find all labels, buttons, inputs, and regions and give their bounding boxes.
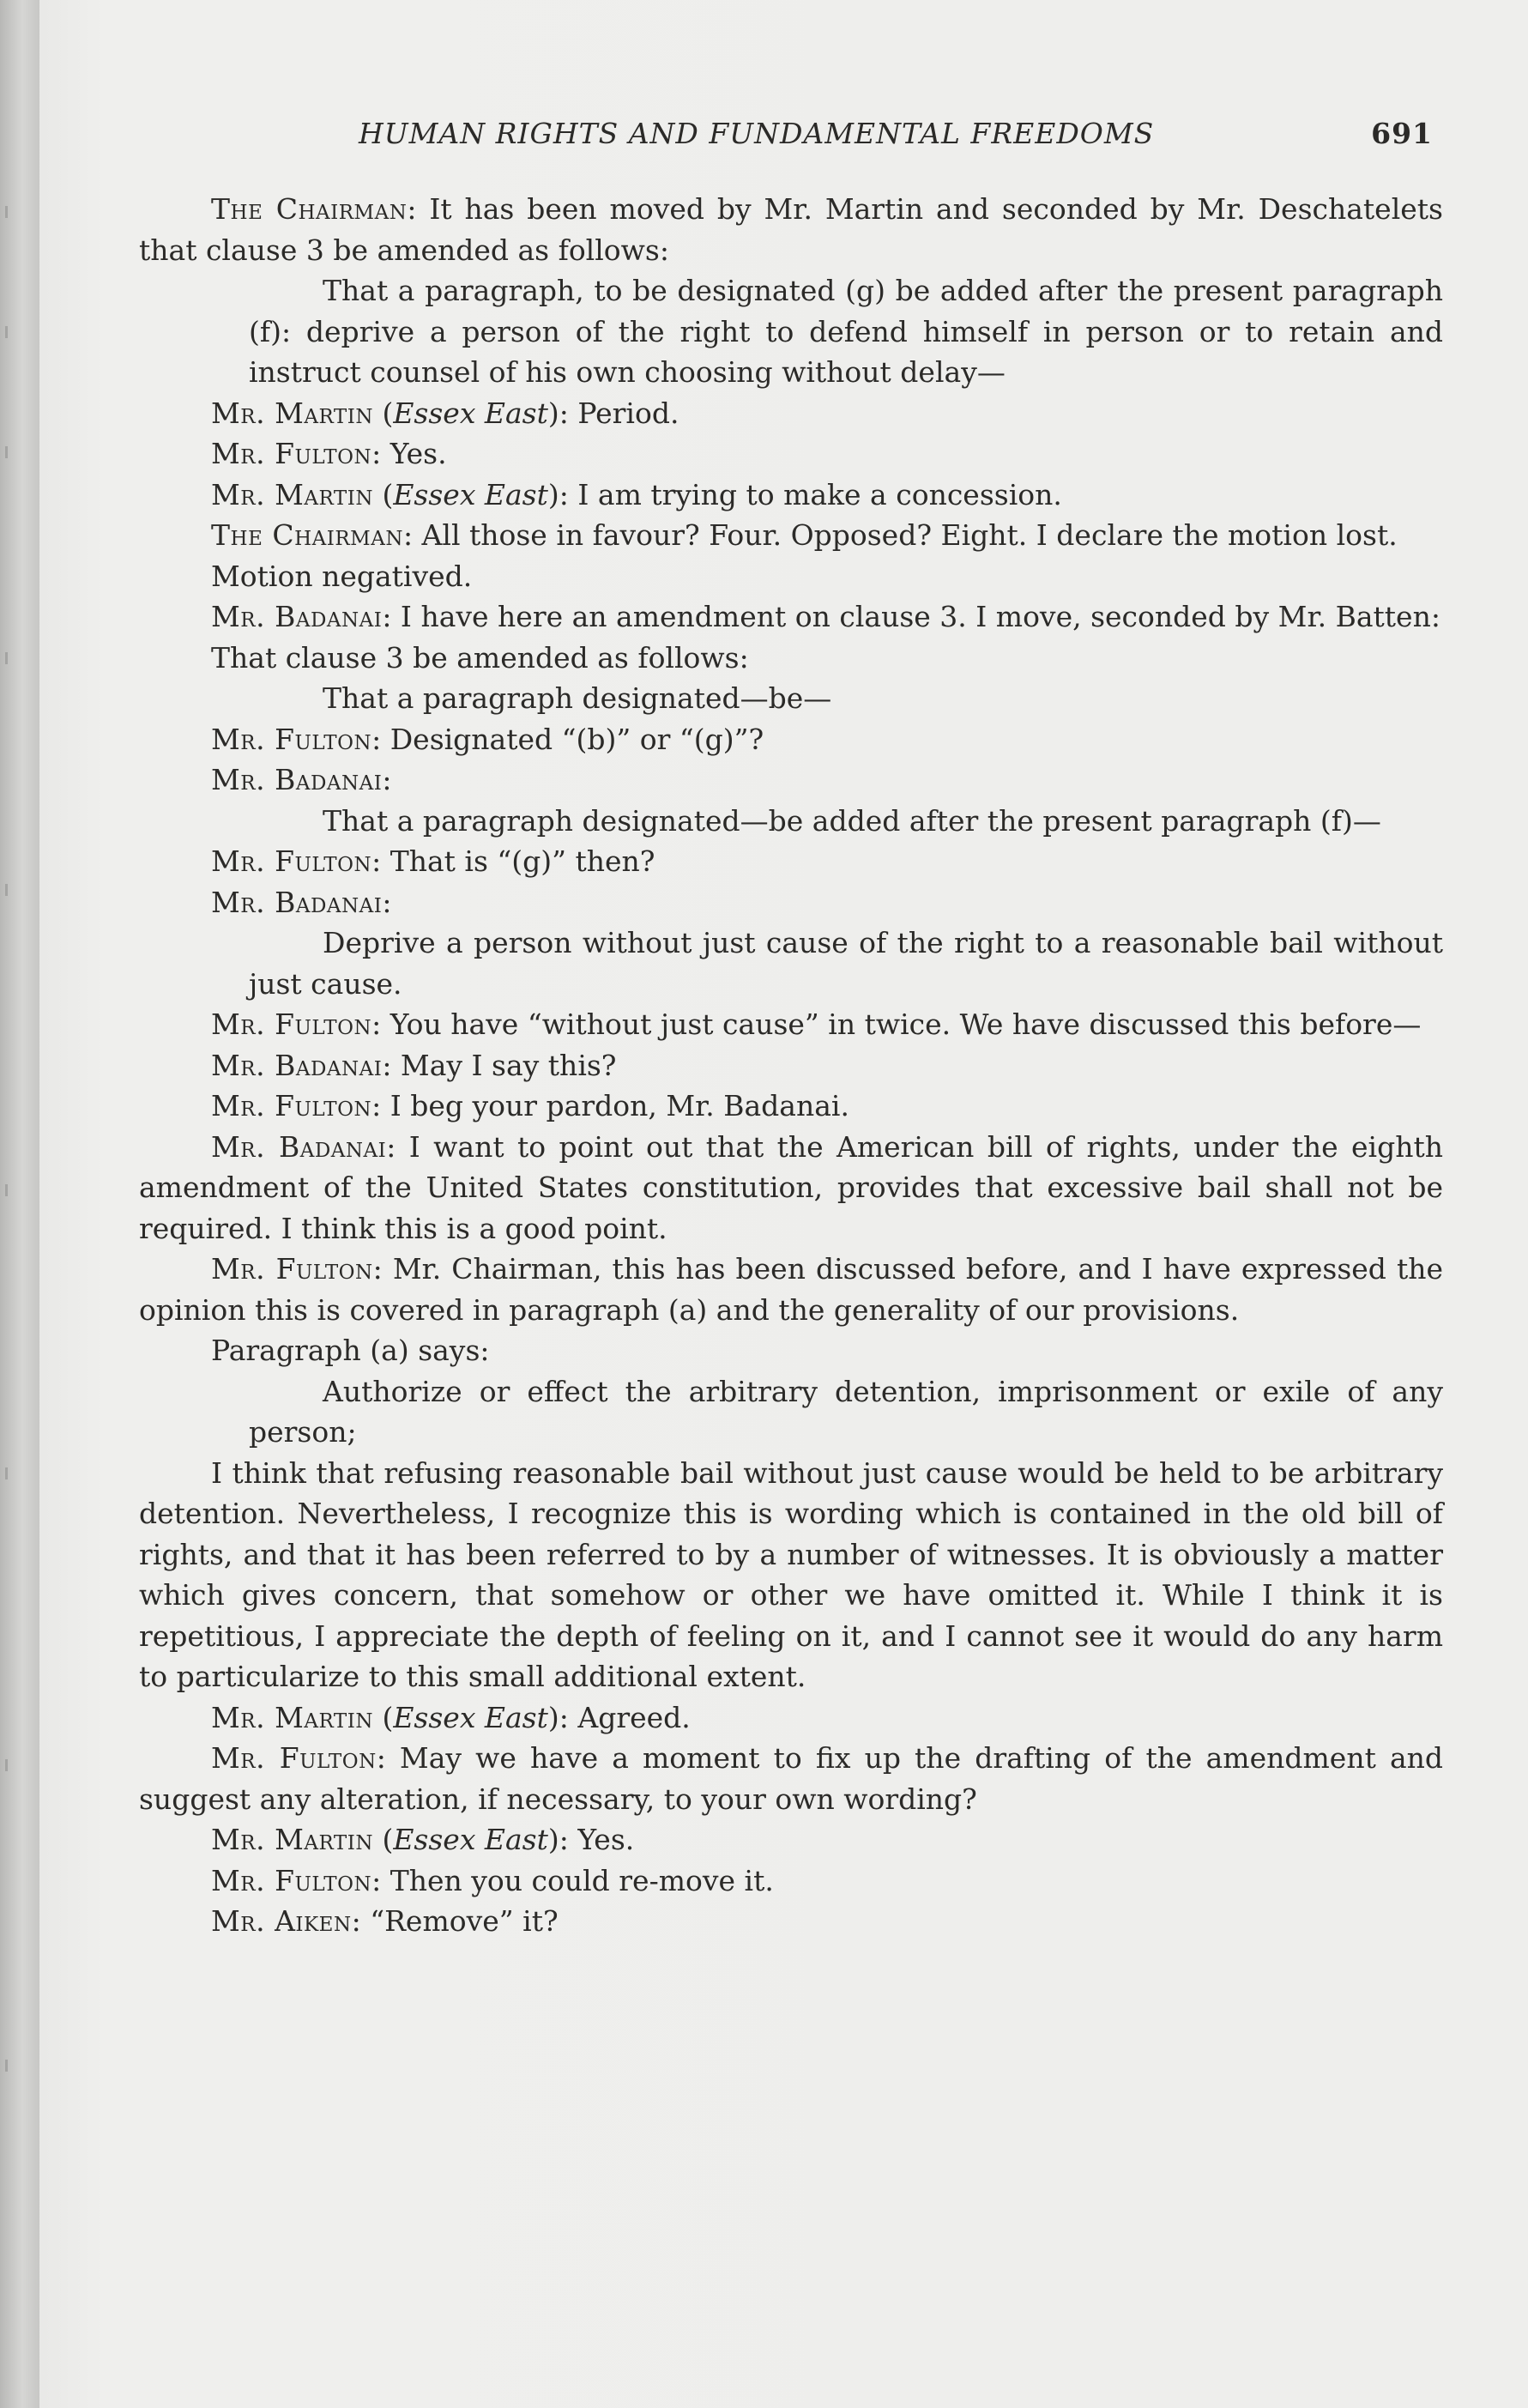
running-title: HUMAN RIGHTS AND FUNDAMENTAL FREEDOMS [359, 117, 1155, 150]
quoted-text [139, 801, 1443, 842]
speaker-riding: Essex East [393, 1823, 548, 1856]
paragraph [139, 1127, 1443, 1249]
paragraph [139, 1045, 1443, 1086]
page-number: 691 [1371, 117, 1433, 150]
paragraph-text: Motion negatived. [211, 559, 473, 593]
binding-mark [5, 1467, 25, 1479]
speaker-name: Mr. Fulton [211, 844, 372, 878]
book-binding-edge [0, 0, 39, 2408]
paragraph [139, 515, 1443, 556]
paragraph: Mr. Martin (Essex East): Agreed. [211, 1700, 691, 1734]
paragraph [139, 638, 1443, 679]
speaker-name: Mr. Fulton [211, 437, 372, 470]
speaker-name: Mr. Badanai [211, 600, 383, 633]
binding-mark [5, 884, 25, 896]
paragraph [139, 719, 1443, 760]
paragraph [139, 1901, 1443, 1942]
speaker-name: Mr. Badanai [211, 1129, 387, 1164]
paragraph [139, 841, 1443, 882]
speaker-name: Mr. Aiken [211, 1904, 352, 1938]
paragraph [139, 1738, 1443, 1819]
binding-mark [5, 326, 25, 338]
document-body [139, 189, 1443, 2351]
paragraph [139, 1860, 1443, 1902]
paragraph-text: : Mr. Chairman, this has been discussed before, and I have expressed the opinion this is covered in paragraph (a) and the generality of our provisions. [139, 1252, 1444, 1327]
paragraph [139, 596, 1443, 638]
quoted-text [139, 1371, 1443, 1453]
paragraph-text: : May we have a moment to fix up the drafting of the amendment and suggest any alteration, if necessary, to your own wording? [139, 1741, 1443, 1816]
speaker-name: Mr. Martin [211, 396, 373, 430]
speaker-name: Mr. Fulton [211, 1741, 377, 1775]
quoted-text [139, 270, 1443, 393]
speaker-riding: Essex East [393, 1700, 548, 1734]
paragraph-text: : Agreed. [559, 1700, 691, 1734]
paragraph-text: : All those in favour? Four. Opposed? Eight. I declare the motion lost. [402, 518, 1398, 552]
paragraph-text: : Yes. [371, 437, 447, 470]
speaker-riding: Essex East [393, 477, 548, 511]
quoted-text [139, 678, 1443, 719]
paragraph: Mr. Martin (Essex East): Period. [211, 396, 679, 430]
speaker-riding: Essex East [393, 396, 548, 430]
paragraph-text: Authorize or effect the arbitrary detention, imprisonment or exile of any person; [249, 1374, 1443, 1449]
paragraph-text: : I want to point out that the American bill of rights, under the eighth amendment of the United States constitution, provides that excessive bail shall not be required. I think this is a good point. [139, 1129, 1443, 1245]
speaker-name: Mr. Fulton [211, 1007, 372, 1041]
paragraph-text: : Yes. [559, 1823, 635, 1856]
speaker-name: Mr. Martin [211, 477, 373, 511]
paragraph-text: : May I say this? [382, 1048, 617, 1082]
paragraph-text: : “Remove” it? [351, 1904, 559, 1938]
paragraph-text: : Period. [559, 396, 679, 430]
paragraph-text: That a paragraph designated—be— [323, 681, 832, 715]
binding-mark [5, 2060, 25, 2072]
binding-mark [5, 1184, 25, 1196]
speaker-name: Mr. Fulton [211, 1863, 372, 1897]
paragraph [139, 1249, 1443, 1330]
paragraph [139, 759, 1443, 801]
paragraph-text: : That is “(g)” then? [371, 844, 655, 878]
paragraph-text: I think that refusing reasonable bail without just cause would be held to be arbitrary detention. Nevertheless, I recognize this is wording which is contained in the old bill of rights, and that it has been referred to by a number of witnesses. It is obviously a matter which gives concern, that somehow or other we have omitted it. While I think it is repetitious, I appreciate the depth of feeling on it, and I cannot see it would do any harm to particularize to this small additional extent. [139, 1455, 1443, 1693]
paragraph [139, 1004, 1443, 1045]
binding-mark [5, 206, 25, 218]
paragraph: Mr. Martin (Essex East): I am trying to make a concession. [211, 477, 1062, 511]
paragraph-text: Deprive a person without just cause of the right to a reasonable bail without just cause. [249, 926, 1443, 1001]
binding-mark [5, 652, 25, 664]
paragraph-text: : [382, 763, 392, 796]
paragraph [139, 189, 1443, 270]
speaker-name: Mr. Badanai [211, 1048, 383, 1082]
paragraph-text: : It has been moved by Mr. Martin and seconded by Mr. Deschatelets that clause 3 be amended as follows: [139, 192, 1443, 267]
paragraph-text: That a paragraph designated—be added after the present paragraph (f)— [323, 803, 1381, 838]
paragraph-text: : [382, 885, 392, 919]
paragraph [139, 433, 1443, 475]
speaker-name: Mr. Martin [211, 1823, 373, 1856]
binding-mark [5, 1759, 25, 1771]
paragraph-text: : Then you could re-move it. [371, 1863, 774, 1897]
speaker-name: The Chairman [211, 192, 408, 226]
speaker-name: Mr. Badanai [211, 763, 383, 796]
paragraph-text: That clause 3 be amended as follows: [211, 640, 749, 675]
paragraph-text: : I beg your pardon, Mr. Badanai. [371, 1089, 849, 1122]
binding-mark [5, 446, 25, 458]
paragraph [139, 1453, 1443, 1697]
speaker-name: Mr. Fulton [211, 722, 372, 756]
paragraph-text: Paragraph (a) says: [211, 1334, 490, 1367]
quoted-text [139, 923, 1443, 1004]
running-header [359, 117, 1433, 165]
paragraph-text: : I have here an amendment on clause 3. I move, seconded by Mr. Batten: [382, 600, 1440, 633]
speaker-name: Mr. Fulton [211, 1252, 373, 1286]
paragraph-text: : Designated “(b)” or “(g)”? [371, 722, 764, 756]
speaker-name: Mr. Martin [211, 1700, 373, 1734]
speaker-name: Mr. Fulton [211, 1089, 372, 1122]
paragraph-text: That a paragraph, to be designated (g) be added after the present paragraph (f): deprive a person of the right to defend himself in person or to retain and instruct counsel of his own choosing without delay— [249, 274, 1443, 389]
speaker-name: The Chairman [211, 518, 403, 552]
paragraph [139, 1330, 1443, 1371]
paragraph [139, 1086, 1443, 1127]
paragraph [139, 556, 1443, 597]
paragraph-text: : I am trying to make a concession. [559, 477, 1062, 511]
paragraph-text: : You have “without just cause” in twice. We have discussed this before— [371, 1007, 1422, 1041]
paragraph: Mr. Martin (Essex East): Yes. [211, 1823, 635, 1856]
speaker-name: Mr. Badanai [211, 885, 383, 919]
paragraph [139, 882, 1443, 923]
